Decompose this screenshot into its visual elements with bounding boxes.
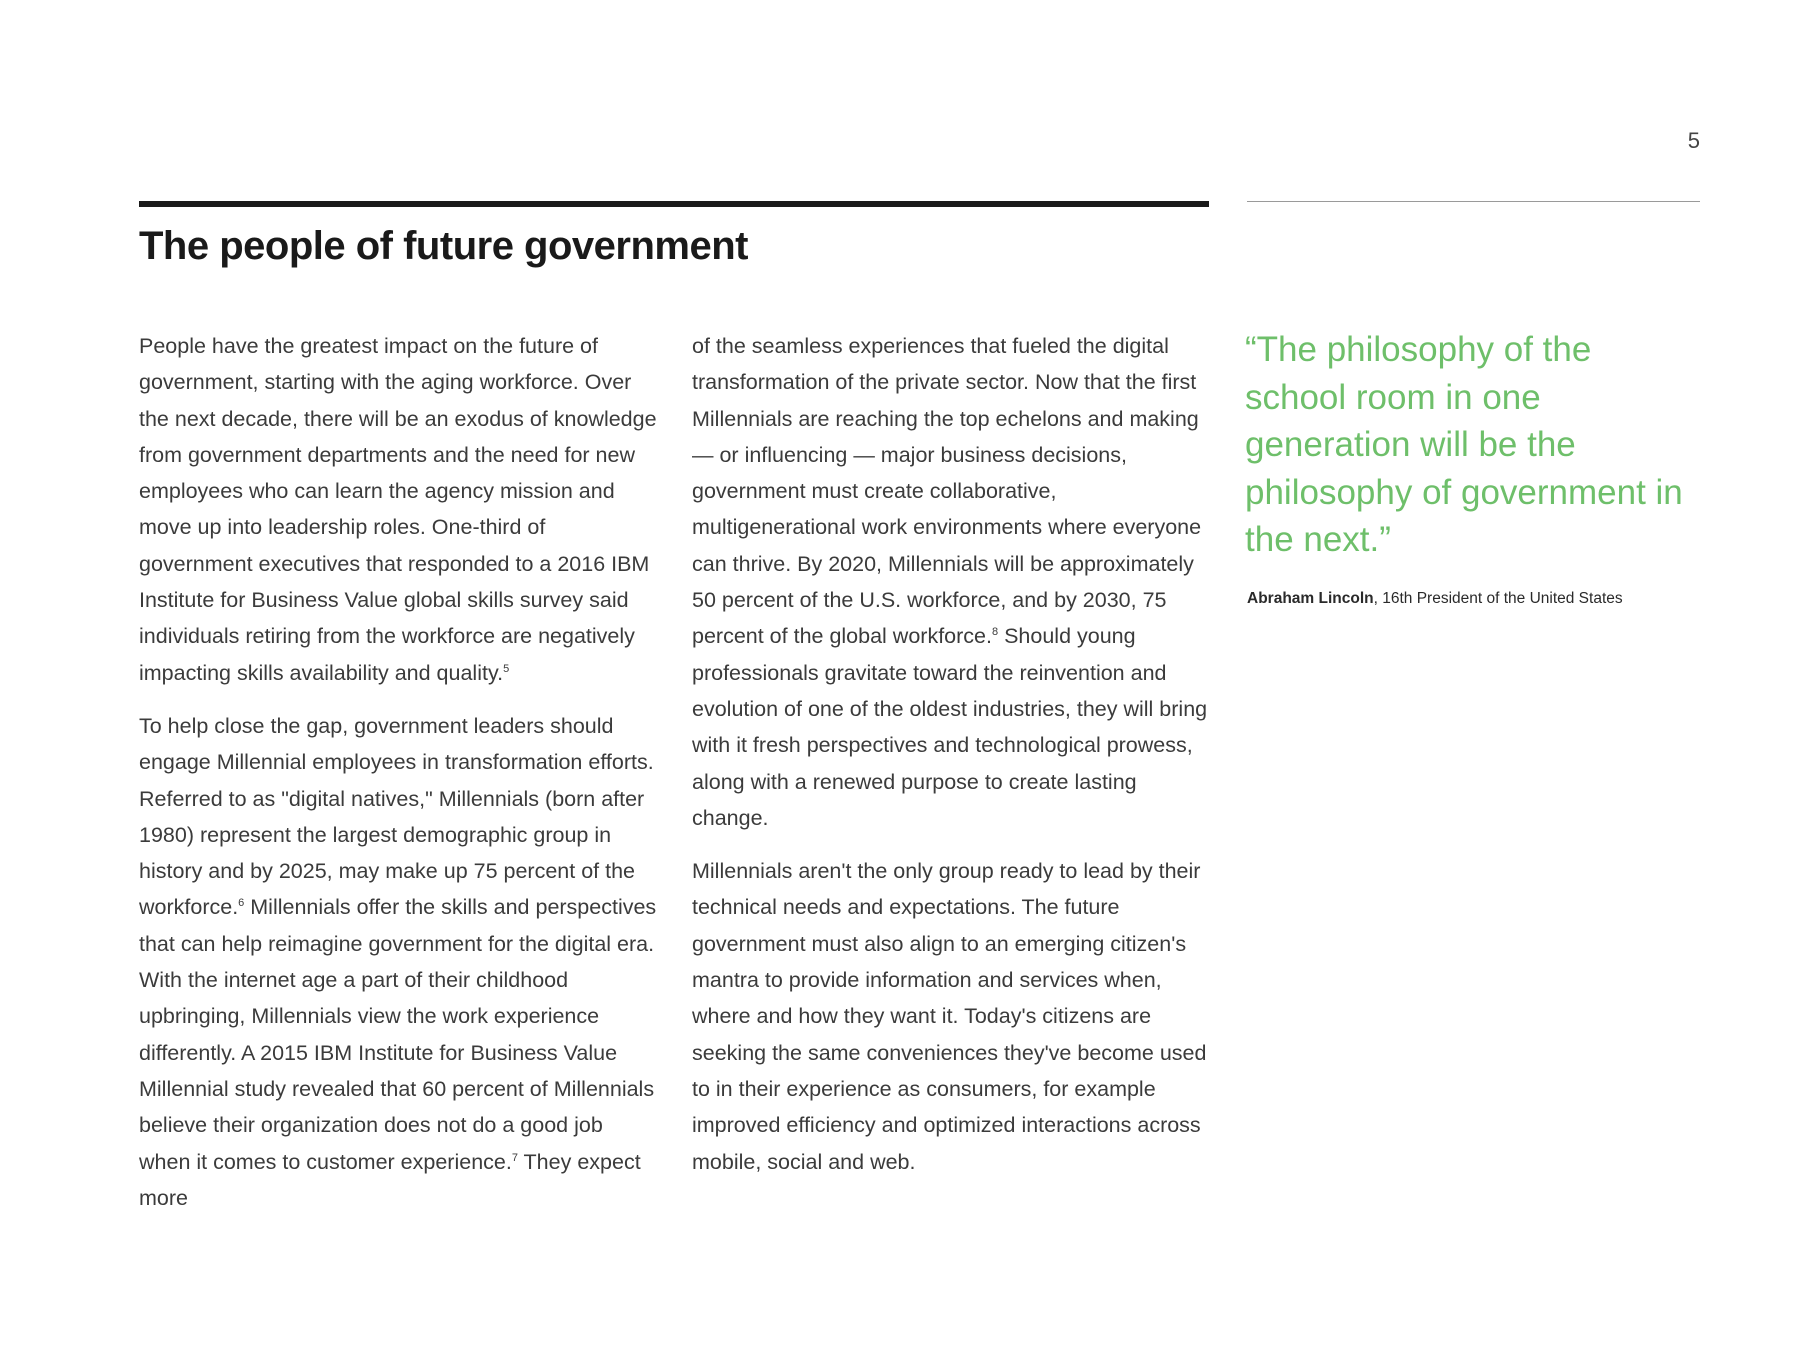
footnote-ref: 8 — [991, 626, 999, 639]
page-title: The people of future government — [139, 224, 748, 268]
pull-quote: “The philosophy of the school room in one generation will be the philosophy of government in the next.” — [1245, 330, 1683, 559]
page-number: 5 — [1687, 128, 1700, 153]
paragraph — [139, 708, 659, 1216]
title-rule — [139, 201, 1209, 207]
quote-attribution — [1247, 590, 1700, 608]
paragraph — [692, 853, 1212, 1180]
paragraph-text: People have the greatest impact on the future of government, starting with the aging workforce. Over the next decade, there will be an exodus of knowledge from government departments and the need for new employees who can learn the agency mission and move up into leadership roles. One-third of government executives that responded to a 2016 IBM Institute for Business Value global skills survey said individuals retiring from the workforce are negatively impacting skills availability and quality. — [139, 334, 657, 685]
footnote-ref: 5 — [503, 662, 510, 675]
footnote-ref: 6 — [238, 897, 245, 910]
body-column-1 — [139, 328, 659, 1233]
paragraph-text: Millennials offer the skills and perspectives that can help reimagine government for the digital era. With the internet age a part of their childhood upbringing, Millennials view the work experience differently. A 2015 IBM Institute for Business Value Millennial study revealed that 60 percent of Millennials believe their organization does not do a good job when it comes to customer experience. — [139, 895, 657, 1174]
body-column-2 — [692, 328, 1212, 1197]
paragraph — [139, 328, 659, 691]
paragraph-text: of the seamless experiences that fueled the digital transformation of the private sector. Now that the first Millennials are reaching the top echelons and making — or influencing — major business decisions, government must create collaborative, multigenerational work environments where everyone can thrive. By 2020, Millennials will be approximately 50 percent of the U.S. workforce, and by 2030, 75 percent of the global workforce. — [692, 334, 1202, 649]
paragraph-text: To help close the gap, government leaders should engage Millennial employees in transformation efforts. Referred to as "digital natives," Millennials (born after 1980) represent the largest demographic group in history and by 2025, may make up 75 percent of the workforce. — [139, 713, 654, 920]
quote-author: Abraham Lincoln — [1247, 590, 1374, 607]
paragraph-text: Should young professionals gravitate toward the reinvention and evolution of one of the oldest industries, they will bring with it fresh perspectives and technological prowess, along with a renewed purpose to create lasting change. — [692, 624, 1208, 830]
paragraph-text: They expect more — [139, 1149, 641, 1210]
footnote-ref: 7 — [511, 1151, 518, 1164]
paragraph — [692, 328, 1212, 836]
paragraph-text: Millennials aren't the only group ready to lead by their technical needs and expectations. The future government must also align to an emerging citizen's mantra to provide information and services when, where and how they want it. Today's citizens are seeking the same conveniences they've become used to in their experience as consumers, for example improved efficiency and optimized interactions across mobile, social and web. — [692, 859, 1207, 1174]
sidebar-rule — [1247, 201, 1700, 202]
quote-author-title: , 16th President of the United States — [1373, 590, 1623, 607]
